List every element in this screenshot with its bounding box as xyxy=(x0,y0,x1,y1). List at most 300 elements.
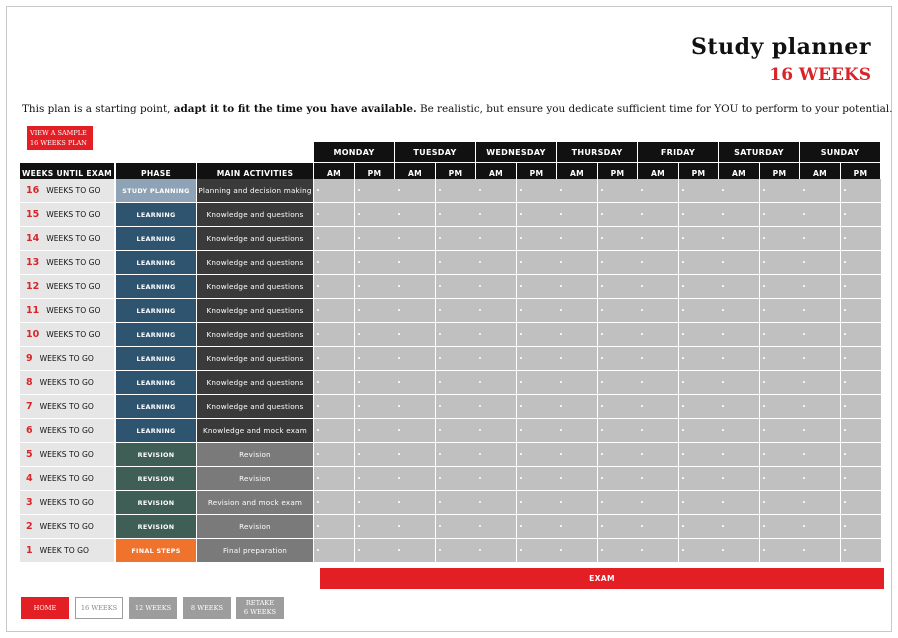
pm-slot[interactable] xyxy=(841,275,881,298)
am-slot[interactable] xyxy=(638,251,678,274)
retake-6-weeks-button[interactable] xyxy=(236,597,284,619)
pm-slot[interactable] xyxy=(679,347,719,370)
am-slot[interactable] xyxy=(800,179,840,202)
week-number: 2 xyxy=(26,521,33,532)
am-slot[interactable] xyxy=(800,515,840,538)
am-slot[interactable] xyxy=(395,443,435,466)
pm-slot[interactable] xyxy=(355,515,395,538)
nav-label xyxy=(191,604,223,613)
pm-slot[interactable] xyxy=(841,251,881,274)
pm-slot[interactable] xyxy=(679,443,719,466)
pm-slot[interactable] xyxy=(436,371,476,394)
am-slot[interactable] xyxy=(800,395,840,418)
nav-label xyxy=(81,604,117,613)
phase-cell: LEARNING xyxy=(116,227,196,250)
am-slot[interactable] xyxy=(719,467,759,490)
am-slot[interactable] xyxy=(719,251,759,274)
day-header-friday: FRIDAY xyxy=(638,142,718,162)
pm-slot[interactable] xyxy=(679,299,719,322)
pm-slot[interactable] xyxy=(760,371,800,394)
pm-slot[interactable] xyxy=(841,419,881,442)
weeks-cell xyxy=(20,419,114,442)
pm-slot[interactable] xyxy=(841,203,881,226)
am-slot[interactable] xyxy=(800,371,840,394)
am-slot[interactable] xyxy=(638,491,678,514)
am-slot[interactable] xyxy=(800,491,840,514)
pm-slot[interactable] xyxy=(598,371,638,394)
header-am: AM xyxy=(800,163,840,183)
pm-slot[interactable] xyxy=(598,419,638,442)
week-number: 4 xyxy=(26,473,33,484)
am-slot[interactable] xyxy=(800,299,840,322)
pm-slot[interactable] xyxy=(760,275,800,298)
am-slot[interactable] xyxy=(314,227,354,250)
pm-slot[interactable] xyxy=(760,395,800,418)
am-slot[interactable] xyxy=(800,539,840,562)
week-number: 9 xyxy=(26,353,33,364)
am-slot[interactable] xyxy=(557,539,597,562)
am-slot[interactable] xyxy=(395,203,435,226)
pm-slot[interactable] xyxy=(436,227,476,250)
am-slot[interactable] xyxy=(395,323,435,346)
pm-slot[interactable] xyxy=(517,251,557,274)
header-pm: PM xyxy=(598,163,637,183)
am-slot[interactable] xyxy=(557,275,597,298)
pm-slot[interactable] xyxy=(598,395,638,418)
pm-slot[interactable] xyxy=(436,347,476,370)
am-slot[interactable] xyxy=(395,275,435,298)
phase-cell: LEARNING xyxy=(116,251,196,274)
pm-slot[interactable] xyxy=(679,395,719,418)
am-slot[interactable] xyxy=(395,251,435,274)
pm-slot[interactable] xyxy=(841,347,881,370)
pm-slot[interactable] xyxy=(841,299,881,322)
am-slot[interactable] xyxy=(638,515,678,538)
am-slot[interactable] xyxy=(557,371,597,394)
pm-slot[interactable] xyxy=(760,515,800,538)
am-slot[interactable] xyxy=(314,251,354,274)
pm-slot[interactable] xyxy=(760,179,800,202)
pm-slot[interactable] xyxy=(355,275,395,298)
week-label: WEEKS TO GO xyxy=(39,474,94,483)
am-slot[interactable] xyxy=(638,203,678,226)
pm-slot[interactable] xyxy=(436,275,476,298)
am-slot[interactable] xyxy=(638,395,678,418)
am-slot[interactable] xyxy=(638,275,678,298)
activity-cell: Planning and decision making xyxy=(197,179,313,202)
pm-slot[interactable] xyxy=(841,179,881,202)
pm-slot[interactable] xyxy=(517,419,557,442)
am-slot[interactable] xyxy=(638,467,678,490)
am-slot[interactable] xyxy=(719,395,759,418)
phase-cell: STUDY PLANNING xyxy=(116,179,196,202)
am-slot[interactable] xyxy=(395,299,435,322)
am-slot[interactable] xyxy=(314,275,354,298)
pm-slot[interactable] xyxy=(760,227,800,250)
weeks-cell xyxy=(20,371,114,394)
am-slot[interactable] xyxy=(800,443,840,466)
pm-slot[interactable] xyxy=(517,347,557,370)
week-label: WEEKS TO GO xyxy=(39,450,94,459)
pm-slot[interactable] xyxy=(679,179,719,202)
day-header-monday: MONDAY xyxy=(314,142,394,162)
am-slot[interactable] xyxy=(476,419,516,442)
nav-label xyxy=(135,604,171,613)
am-slot[interactable] xyxy=(476,443,516,466)
am-slot[interactable] xyxy=(476,371,516,394)
am-slot[interactable] xyxy=(395,467,435,490)
am-slot[interactable] xyxy=(557,419,597,442)
am-slot[interactable] xyxy=(395,395,435,418)
am-slot[interactable] xyxy=(638,443,678,466)
am-slot[interactable] xyxy=(476,299,516,322)
weeks-cell xyxy=(20,491,114,514)
am-slot[interactable] xyxy=(476,179,516,202)
pm-slot[interactable] xyxy=(760,419,800,442)
activity-cell: Knowledge and questions xyxy=(197,371,313,394)
pm-slot[interactable] xyxy=(679,371,719,394)
am-slot[interactable] xyxy=(314,467,354,490)
8-weeks-button[interactable] xyxy=(183,597,231,619)
am-slot[interactable] xyxy=(476,227,516,250)
am-slot[interactable] xyxy=(557,179,597,202)
planner-sheet xyxy=(6,6,892,632)
am-slot[interactable] xyxy=(719,419,759,442)
weeks-cell xyxy=(20,275,114,298)
day-header-wednesday: WEDNESDAY xyxy=(476,142,556,162)
am-slot[interactable] xyxy=(314,395,354,418)
pm-slot[interactable] xyxy=(517,203,557,226)
am-slot[interactable] xyxy=(638,539,678,562)
am-slot[interactable] xyxy=(638,179,678,202)
pm-slot[interactable] xyxy=(517,227,557,250)
am-slot[interactable] xyxy=(719,323,759,346)
am-slot[interactable] xyxy=(800,251,840,274)
pm-slot[interactable] xyxy=(517,371,557,394)
phase-cell: REVISION xyxy=(116,467,196,490)
pm-slot[interactable] xyxy=(841,467,881,490)
pm-slot[interactable] xyxy=(598,299,638,322)
am-slot[interactable] xyxy=(314,179,354,202)
activity-cell: Knowledge and questions xyxy=(197,275,313,298)
am-slot[interactable] xyxy=(395,179,435,202)
week-label: WEEKS TO GO xyxy=(46,330,101,339)
am-slot[interactable] xyxy=(476,395,516,418)
pm-slot[interactable] xyxy=(355,371,395,394)
am-slot[interactable] xyxy=(719,515,759,538)
activity-cell: Final preparation xyxy=(197,539,313,562)
pm-slot[interactable] xyxy=(841,371,881,394)
pm-slot[interactable] xyxy=(517,443,557,466)
pm-slot[interactable] xyxy=(436,395,476,418)
12-weeks-button[interactable] xyxy=(129,597,177,619)
am-slot[interactable] xyxy=(476,347,516,370)
week-label: WEEKS TO GO xyxy=(46,210,101,219)
am-slot[interactable] xyxy=(314,443,354,466)
am-slot[interactable] xyxy=(314,299,354,322)
am-slot[interactable] xyxy=(557,203,597,226)
pm-slot[interactable] xyxy=(355,227,395,250)
week-label: WEEKS TO GO xyxy=(39,498,94,507)
am-slot[interactable] xyxy=(719,443,759,466)
pm-slot[interactable] xyxy=(679,275,719,298)
header-pm: PM xyxy=(355,163,394,183)
am-slot[interactable] xyxy=(557,395,597,418)
pm-slot[interactable] xyxy=(436,419,476,442)
activity-cell: Knowledge and questions xyxy=(197,203,313,226)
am-slot[interactable] xyxy=(557,491,597,514)
weeks-cell xyxy=(20,467,114,490)
am-slot[interactable] xyxy=(395,347,435,370)
nav-label-line1: 8 WEEKS xyxy=(190,603,224,612)
am-slot[interactable] xyxy=(800,419,840,442)
pm-slot[interactable] xyxy=(760,539,800,562)
pm-slot[interactable] xyxy=(760,443,800,466)
pm-slot[interactable] xyxy=(436,251,476,274)
nav-label-line1: 16 WEEKS xyxy=(80,603,118,612)
am-slot[interactable] xyxy=(800,227,840,250)
am-slot[interactable] xyxy=(395,491,435,514)
am-slot[interactable] xyxy=(719,347,759,370)
pm-slot[interactable] xyxy=(436,203,476,226)
pm-slot[interactable] xyxy=(760,347,800,370)
am-slot[interactable] xyxy=(638,323,678,346)
pm-slot[interactable] xyxy=(760,467,800,490)
pm-slot[interactable] xyxy=(598,203,638,226)
am-slot[interactable] xyxy=(800,347,840,370)
activity-cell: Knowledge and questions xyxy=(197,227,313,250)
pm-slot[interactable] xyxy=(841,539,881,562)
pm-slot[interactable] xyxy=(679,515,719,538)
pm-slot[interactable] xyxy=(355,179,395,202)
am-slot[interactable] xyxy=(314,347,354,370)
am-slot[interactable] xyxy=(719,539,759,562)
am-slot[interactable] xyxy=(557,227,597,250)
pm-slot[interactable] xyxy=(598,467,638,490)
am-slot[interactable] xyxy=(314,371,354,394)
pm-slot[interactable] xyxy=(355,419,395,442)
pm-slot[interactable] xyxy=(517,395,557,418)
16-weeks-button[interactable] xyxy=(75,597,123,619)
activity-cell: Knowledge and questions xyxy=(197,323,313,346)
am-slot[interactable] xyxy=(557,515,597,538)
week-number: 15 xyxy=(26,209,40,220)
am-slot[interactable] xyxy=(638,347,678,370)
am-slot[interactable] xyxy=(557,251,597,274)
pm-slot[interactable] xyxy=(598,491,638,514)
pm-slot[interactable] xyxy=(436,467,476,490)
am-slot[interactable] xyxy=(314,203,354,226)
pm-slot[interactable] xyxy=(436,491,476,514)
page-title: Study planner xyxy=(691,34,871,60)
pm-slot[interactable] xyxy=(436,515,476,538)
am-slot[interactable] xyxy=(719,203,759,226)
pm-slot[interactable] xyxy=(598,515,638,538)
week-label: WEEKS TO GO xyxy=(46,282,101,291)
am-slot[interactable] xyxy=(557,443,597,466)
am-slot[interactable] xyxy=(476,491,516,514)
header-am: AM xyxy=(638,163,678,183)
pm-slot[interactable] xyxy=(841,227,881,250)
am-slot[interactable] xyxy=(395,227,435,250)
pm-slot[interactable] xyxy=(760,299,800,322)
am-slot[interactable] xyxy=(395,515,435,538)
am-slot[interactable] xyxy=(800,203,840,226)
intro-part1: This plan is a starting point, xyxy=(22,103,174,115)
am-slot[interactable] xyxy=(638,299,678,322)
pm-slot[interactable] xyxy=(760,251,800,274)
am-slot[interactable] xyxy=(314,419,354,442)
pm-slot[interactable] xyxy=(841,443,881,466)
pm-slot[interactable] xyxy=(598,539,638,562)
pm-slot[interactable] xyxy=(598,323,638,346)
am-slot[interactable] xyxy=(476,515,516,538)
pm-slot[interactable] xyxy=(517,179,557,202)
pm-slot[interactable] xyxy=(517,299,557,322)
day-header-sunday: SUNDAY xyxy=(800,142,880,162)
pm-slot[interactable] xyxy=(517,515,557,538)
pm-slot[interactable] xyxy=(517,467,557,490)
am-slot[interactable] xyxy=(719,179,759,202)
pm-slot[interactable] xyxy=(436,323,476,346)
am-slot[interactable] xyxy=(557,299,597,322)
pm-slot[interactable] xyxy=(679,539,719,562)
pm-slot[interactable] xyxy=(355,491,395,514)
am-slot[interactable] xyxy=(800,323,840,346)
weeks-cell xyxy=(20,347,114,370)
pm-slot[interactable] xyxy=(517,323,557,346)
view-sample-button[interactable] xyxy=(27,126,93,150)
phase-cell: LEARNING xyxy=(116,347,196,370)
pm-slot[interactable] xyxy=(436,179,476,202)
pm-slot[interactable] xyxy=(679,227,719,250)
activity-cell: Knowledge and mock exam xyxy=(197,419,313,442)
pm-slot[interactable] xyxy=(760,491,800,514)
pm-slot[interactable] xyxy=(517,275,557,298)
pm-slot[interactable] xyxy=(355,251,395,274)
pm-slot[interactable] xyxy=(436,443,476,466)
week-number: 3 xyxy=(26,497,33,508)
pm-slot[interactable] xyxy=(598,227,638,250)
pm-slot[interactable] xyxy=(355,443,395,466)
pm-slot[interactable] xyxy=(355,347,395,370)
am-slot[interactable] xyxy=(395,539,435,562)
nav-label-line1: HOME xyxy=(33,603,57,612)
am-slot[interactable] xyxy=(719,491,759,514)
pm-slot[interactable] xyxy=(760,323,800,346)
pm-slot[interactable] xyxy=(355,203,395,226)
header-pm: PM xyxy=(760,163,799,183)
header-am: AM xyxy=(314,163,354,183)
am-slot[interactable] xyxy=(800,467,840,490)
am-slot[interactable] xyxy=(395,371,435,394)
pm-slot[interactable] xyxy=(841,323,881,346)
am-slot[interactable] xyxy=(314,539,354,562)
pm-slot[interactable] xyxy=(598,443,638,466)
am-slot[interactable] xyxy=(719,227,759,250)
pm-slot[interactable] xyxy=(841,491,881,514)
phase-cell: LEARNING xyxy=(116,299,196,322)
am-slot[interactable] xyxy=(719,371,759,394)
am-slot[interactable] xyxy=(557,323,597,346)
phase-cell: LEARNING xyxy=(116,395,196,418)
home-button[interactable] xyxy=(21,597,69,619)
am-slot[interactable] xyxy=(476,323,516,346)
pm-slot[interactable] xyxy=(679,419,719,442)
pm-slot[interactable] xyxy=(355,467,395,490)
week-label: WEEKS TO GO xyxy=(39,402,94,411)
pm-slot[interactable] xyxy=(355,395,395,418)
pm-slot[interactable] xyxy=(679,467,719,490)
pm-slot[interactable] xyxy=(679,251,719,274)
phase-cell: LEARNING xyxy=(116,203,196,226)
am-slot[interactable] xyxy=(476,275,516,298)
header-pm: PM xyxy=(436,163,475,183)
am-slot[interactable] xyxy=(476,467,516,490)
pm-slot[interactable] xyxy=(355,539,395,562)
week-number: 6 xyxy=(26,425,33,436)
pm-slot[interactable] xyxy=(598,251,638,274)
day-header-thursday: THURSDAY xyxy=(557,142,637,162)
am-slot[interactable] xyxy=(638,227,678,250)
header-weeks-until-exam: WEEKS UNTIL EXAM xyxy=(20,163,114,183)
am-slot[interactable] xyxy=(476,203,516,226)
am-slot[interactable] xyxy=(314,491,354,514)
pm-slot[interactable] xyxy=(598,275,638,298)
am-slot[interactable] xyxy=(314,323,354,346)
pm-slot[interactable] xyxy=(517,491,557,514)
pm-slot[interactable] xyxy=(598,347,638,370)
pm-slot[interactable] xyxy=(841,515,881,538)
am-slot[interactable] xyxy=(476,251,516,274)
pm-slot[interactable] xyxy=(679,491,719,514)
activity-cell: Knowledge and questions xyxy=(197,251,313,274)
am-slot[interactable] xyxy=(395,419,435,442)
am-slot[interactable] xyxy=(719,275,759,298)
pm-slot[interactable] xyxy=(679,203,719,226)
am-slot[interactable] xyxy=(314,515,354,538)
am-slot[interactable] xyxy=(476,539,516,562)
weeks-cell xyxy=(20,515,114,538)
view-sample-line2: 16 WEEKS PLAN xyxy=(30,139,87,147)
phase-cell: LEARNING xyxy=(116,419,196,442)
am-slot[interactable] xyxy=(557,347,597,370)
pm-slot[interactable] xyxy=(679,323,719,346)
activity-cell: Revision xyxy=(197,443,313,466)
pm-slot[interactable] xyxy=(355,299,395,322)
activity-cell: Knowledge and questions xyxy=(197,347,313,370)
week-number: 16 xyxy=(26,185,40,196)
pm-slot[interactable] xyxy=(598,179,638,202)
pm-slot[interactable] xyxy=(355,323,395,346)
pm-slot[interactable] xyxy=(517,539,557,562)
intro-part2: Be realistic, but ensure you dedicate sufficient time for YOU to perform to your potential. xyxy=(416,103,893,115)
header-am: AM xyxy=(395,163,435,183)
am-slot[interactable] xyxy=(800,275,840,298)
header-pm: PM xyxy=(841,163,880,183)
pm-slot[interactable] xyxy=(841,395,881,418)
nav-label xyxy=(244,599,276,617)
am-slot[interactable] xyxy=(638,371,678,394)
pm-slot[interactable] xyxy=(760,203,800,226)
pm-slot[interactable] xyxy=(436,299,476,322)
am-slot[interactable] xyxy=(557,467,597,490)
header-am: AM xyxy=(557,163,597,183)
pm-slot[interactable] xyxy=(436,539,476,562)
am-slot[interactable] xyxy=(638,419,678,442)
week-label: WEEKS TO GO xyxy=(39,378,94,387)
am-slot[interactable] xyxy=(719,299,759,322)
